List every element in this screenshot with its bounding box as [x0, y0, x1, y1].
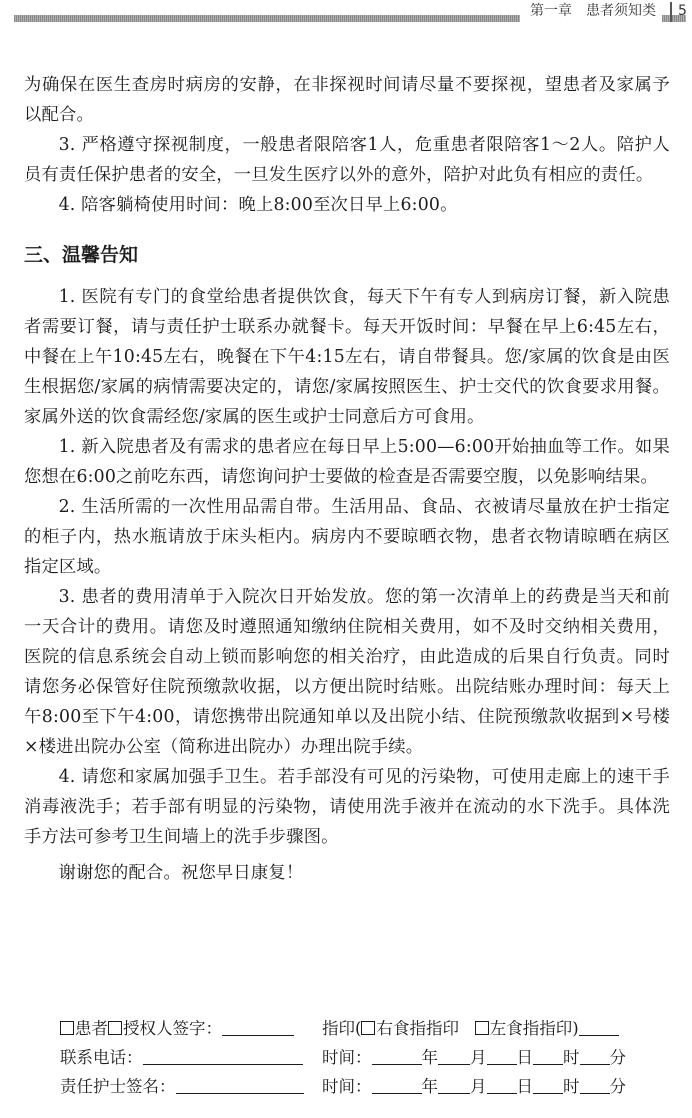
fingerprint-blank[interactable] [579, 1017, 619, 1036]
agent-signature-label: 授权人签字： [123, 1019, 222, 1038]
signature-block [60, 1014, 680, 1101]
nurse-hour-label: 时 [563, 1077, 580, 1096]
month-label: 月 [470, 1048, 487, 1067]
minute-label: 分 [609, 1048, 626, 1067]
signature-row-1 [60, 1014, 680, 1043]
page-number: 5 [678, 3, 687, 19]
signature-blank[interactable] [222, 1017, 294, 1036]
nurse-signature-blank[interactable] [176, 1075, 304, 1094]
nurse-signature-label: 责任护士签名： [60, 1077, 176, 1096]
page-body [24, 70, 670, 888]
hour-blank[interactable] [533, 1046, 563, 1065]
phone-label: 联系电话： [60, 1048, 143, 1067]
nurse-month-label: 月 [470, 1077, 487, 1096]
notice-hand-hygiene: 4. 请您和家属加强手卫生。若手部没有可见的污染物，可使用走廊上的速干手消毒液洗手；若手部有明显的污染物，请使用洗手液并在流动的水下洗手。具体洗手方法可参考卫生间墙上的洗手步骤图。 [24, 767, 670, 847]
patient-checkbox[interactable] [60, 1021, 74, 1035]
fingerprint-label: 指印( [322, 1019, 362, 1038]
notice-billing: 3. 患者的费用清单于入院次日开始发放。您的第一次清单上的药费是当天和前一天合计的费用。请您及时遵照通知缴纳住院相关费用，如不及时交纳相关费用，医院的信息系统会自动上锁而影响您的相关治疗，由此造成的后果自行负责。同时请您务必保管好住院预缴款收据，以方便出院时结账。出院结账办理时间：每天上午8:00至下午4:00，请您携带出院通知单以及出院小结、住院预缴款收据到×号楼×楼进出院办公室（简称进出院办）办理出院手续。 [24, 587, 670, 757]
minute-blank[interactable] [580, 1046, 610, 1065]
nurse-month-blank[interactable] [438, 1075, 470, 1094]
closing-line: 谢谢您的配合。祝您早日康复！ [58, 863, 304, 883]
hour-label: 时 [563, 1048, 580, 1067]
time-label: 时间： [322, 1048, 372, 1067]
intro-paragraph: 为确保在医生查房时病房的安静，在非探视时间请尽量不要探视，望患者及家属予以配合。 [24, 75, 670, 125]
nurse-hour-blank[interactable] [533, 1075, 563, 1094]
right-finger-label: 右食指指印 [376, 1019, 459, 1038]
left-finger-label: 左食指指印) [489, 1019, 579, 1038]
header-separator [670, 2, 672, 22]
signature-row-2 [60, 1043, 680, 1072]
section-title: 三、温馨告知 [24, 244, 139, 266]
signature-row-3 [60, 1072, 680, 1101]
chapter-title: 第一章 患者须知类 [520, 0, 662, 22]
nurse-day-blank[interactable] [487, 1075, 517, 1094]
nurse-year-label: 年 [421, 1077, 438, 1096]
year-blank[interactable] [372, 1046, 422, 1065]
year-label: 年 [421, 1048, 438, 1067]
phone-blank[interactable] [143, 1046, 303, 1065]
day-label: 日 [516, 1048, 533, 1067]
agent-checkbox[interactable] [108, 1021, 122, 1035]
nurse-year-blank[interactable] [372, 1075, 422, 1094]
day-blank[interactable] [487, 1046, 517, 1065]
nurse-day-label: 日 [516, 1077, 533, 1096]
running-header [0, 0, 692, 24]
visiting-rule-item-4: 4. 陪客躺椅使用时间：晚上8:00至次日早上6:00。 [58, 195, 458, 215]
notice-blood-test: 1. 新入院患者及有需求的患者应在每日早上5:00—6:00开始抽血等工作。如果您想在6:00之前吃东西，请您询问护士要做的检查是否需要空腹，以免影响结果。 [24, 437, 670, 487]
patient-label: 患者 [75, 1019, 108, 1038]
notice-supplies: 2. 生活所需的一次性用品需自带。生活用品、食品、衣被请尽量放在护士指定的柜子内，热水瓶请放于床头柜内。病房内不要晾晒衣物，患者衣物请晾晒在病区指定区域。 [24, 497, 670, 577]
nurse-minute-label: 分 [609, 1077, 626, 1096]
right-finger-checkbox[interactable] [361, 1021, 375, 1035]
notice-meal: 1. 医院有专门的食堂给患者提供饮食，每天下午有专人到病房订餐，新入院患者需要订餐，请与责任护士联系办就餐卡。每天开饭时间：早餐在早上6:45左右，中餐在上午10:45左右，晚餐在下午4:15左右，请自带餐具。您/家属的饮食是由医生根据您/家属的病情需要决定的，请您/家属按照医生、护士交代的饮食要求用餐。家属外送的饮食需经您/家属的医生或护士同意后方可食用。 [24, 287, 670, 427]
month-blank[interactable] [438, 1046, 470, 1065]
nurse-minute-blank[interactable] [580, 1075, 610, 1094]
visiting-rule-item-3: 3. 严格遵守探视制度，一般患者限陪客1人，危重患者限陪客1～2人。陪护人员有责任保护患者的安全，一旦发生医疗以外的意外，陪护对此负有相应的责任。 [24, 135, 670, 185]
nurse-time-label: 时间： [322, 1077, 372, 1096]
left-finger-checkbox[interactable] [475, 1021, 489, 1035]
